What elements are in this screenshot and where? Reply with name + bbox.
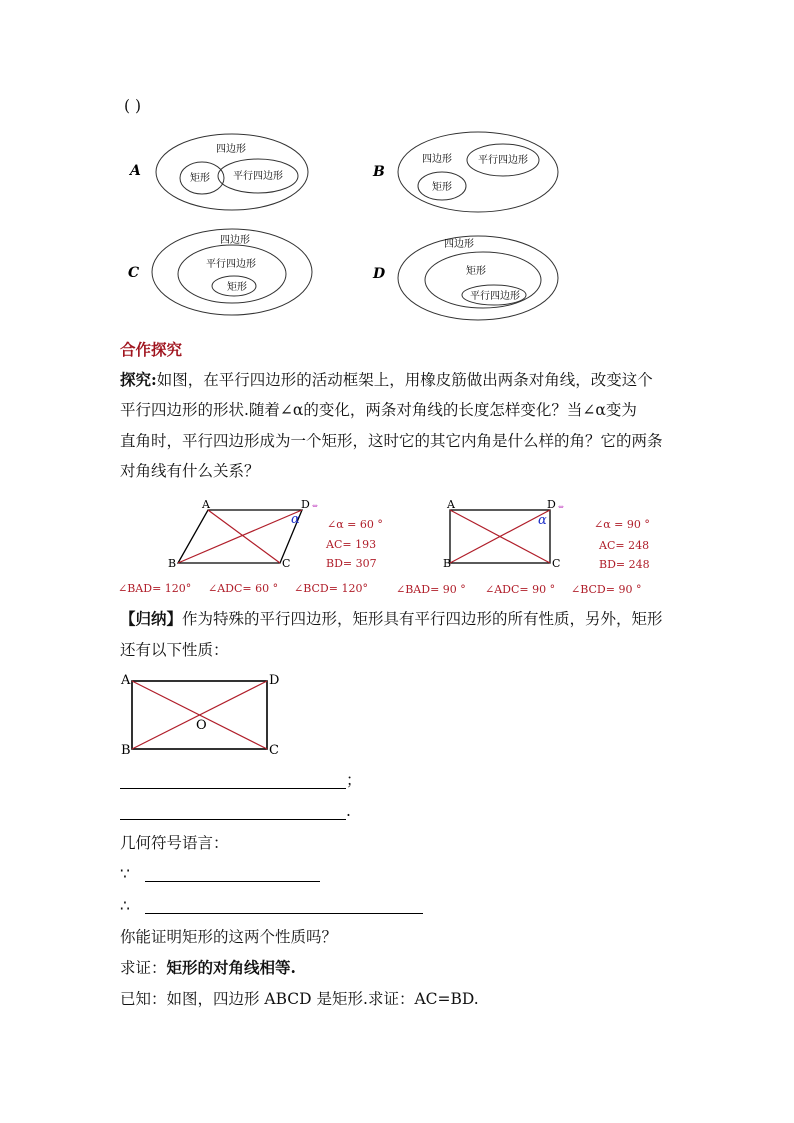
- summary-label: 【归纳】: [120, 609, 183, 628]
- fig1-adc: ∠ADC= 60 °: [208, 582, 279, 595]
- fig1-bcd: ∠BCD= 120°: [294, 582, 368, 595]
- blank-property-1[interactable]: [120, 771, 346, 789]
- fig2-bd: BD= 248: [599, 558, 650, 571]
- option-a-outer-label: 四边形: [216, 144, 246, 155]
- option-b-letter: B: [373, 164, 385, 180]
- option-d-letter: D: [373, 266, 386, 282]
- fig1-label-d: D: [301, 498, 310, 511]
- option-d-outer-label: 四边形: [444, 239, 474, 250]
- option-b-outer-label: 四边形: [422, 154, 452, 165]
- blank-1-end: ；: [346, 771, 362, 789]
- figure-rectangle: [396, 498, 650, 596]
- option-c-outer-label: 四边形: [220, 235, 250, 246]
- fig2-angle-alpha: ∠α = 90 °: [594, 518, 650, 531]
- fig1-label-a: A: [202, 498, 210, 511]
- fig1-bad: ∠BAD= 120°: [118, 582, 192, 595]
- prove-question: 你能证明矩形的这两个性质吗？: [120, 928, 338, 946]
- fig2-alpha: α: [538, 513, 547, 528]
- fig2-handle-icon: ⇔: [558, 503, 564, 511]
- fig2-ac: AC= 248: [599, 539, 650, 552]
- figure-rectangle-o: [116, 668, 291, 760]
- option-d-outer-ellipse: [398, 236, 558, 320]
- option-a-letter: A: [130, 163, 141, 179]
- options-diagrams: [120, 128, 590, 328]
- explore-label: 探究:: [120, 370, 157, 389]
- option-d-inner-label: 平行四边形: [470, 291, 520, 302]
- therefore-symbol: ∴: [120, 897, 130, 915]
- symbol-language-label: 几何符号语言：: [120, 834, 229, 852]
- prove-line: [120, 958, 296, 978]
- figure-parallelogram: [118, 498, 383, 595]
- option-a-inner1-label: 矩形: [190, 173, 210, 184]
- option-c-inner-label: 矩形: [227, 282, 247, 293]
- fig2-label-a: A: [447, 498, 455, 511]
- option-b-inner2-label: 矩形: [432, 182, 452, 193]
- because-symbol: ∵: [120, 865, 130, 883]
- known-line: 已知：如图，四边形 ABCD 是矩形.求证：AC=BD.: [120, 990, 479, 1008]
- parallelogram-diagonal-ac: [208, 510, 280, 563]
- fig1-label-b: B: [168, 557, 177, 570]
- fig1-ac: AC= 193: [326, 538, 377, 551]
- fig2-adc: ∠ADC= 90 °: [485, 583, 556, 596]
- summary-line-1: 【归纳】作为特殊的平行四边形，矩形具有平行四边形的所有性质，另外，矩形: [120, 609, 663, 628]
- prove-label: 求证：: [120, 959, 167, 977]
- fig3-label-c: C: [269, 743, 279, 758]
- fig1-bd: BD= 307: [326, 557, 377, 570]
- section-title: 合作探究: [120, 340, 183, 359]
- explore-figures: [110, 495, 670, 603]
- therefore-blank[interactable]: [145, 896, 423, 914]
- fig2-label-b: B: [443, 557, 452, 570]
- fig1-label-c: C: [282, 557, 291, 570]
- explore-line-3: 直角时，平行四边形成为一个矩形，这时它的其它内角是什么样的角？它的两条: [120, 432, 663, 450]
- fig1-handle-icon: ⇔: [312, 502, 318, 510]
- option-d-middle-label: 矩形: [466, 266, 486, 277]
- fig3-label-a: A: [121, 673, 131, 688]
- option-c-middle-label: 平行四边形: [206, 259, 256, 270]
- blank-2-end: .: [346, 802, 351, 820]
- option-b-inner1-label: 平行四边形: [478, 155, 528, 166]
- explore-line-4: 对角线有什么关系？: [120, 462, 260, 480]
- fig3-label-b: B: [121, 743, 131, 758]
- option-a-inner2-label: 平行四边形: [233, 171, 283, 182]
- fig1-alpha: α: [291, 512, 300, 527]
- fig1-angle-alpha: ∠α = 60 °: [327, 518, 383, 531]
- option-c-middle-ellipse: [178, 245, 286, 303]
- fig2-bcd: ∠BCD= 90 °: [571, 583, 642, 596]
- summary-line-2: 还有以下性质：: [120, 641, 229, 659]
- answer-paren: ( ): [124, 97, 142, 115]
- option-c-letter: C: [128, 265, 140, 281]
- fig2-label-c: C: [552, 557, 561, 570]
- prove-statement: 矩形的对角线相等.: [166, 958, 296, 977]
- fig2-bad: ∠BAD= 90 °: [396, 583, 466, 596]
- explore-line-1: 探究:如图，在平行四边形的活动框架上，用橡皮筋做出两条对角线，改变这个: [120, 370, 653, 389]
- fig3-label-o: O: [196, 718, 207, 733]
- because-blank[interactable]: [145, 864, 320, 882]
- fig2-label-d: D: [547, 498, 556, 511]
- fig3-label-d: D: [269, 673, 280, 688]
- explore-line-2: 平行四边形的形状.随着∠α的变化，两条对角线的长度怎样变化？当∠α变为: [120, 401, 637, 419]
- blank-property-2[interactable]: [120, 802, 346, 820]
